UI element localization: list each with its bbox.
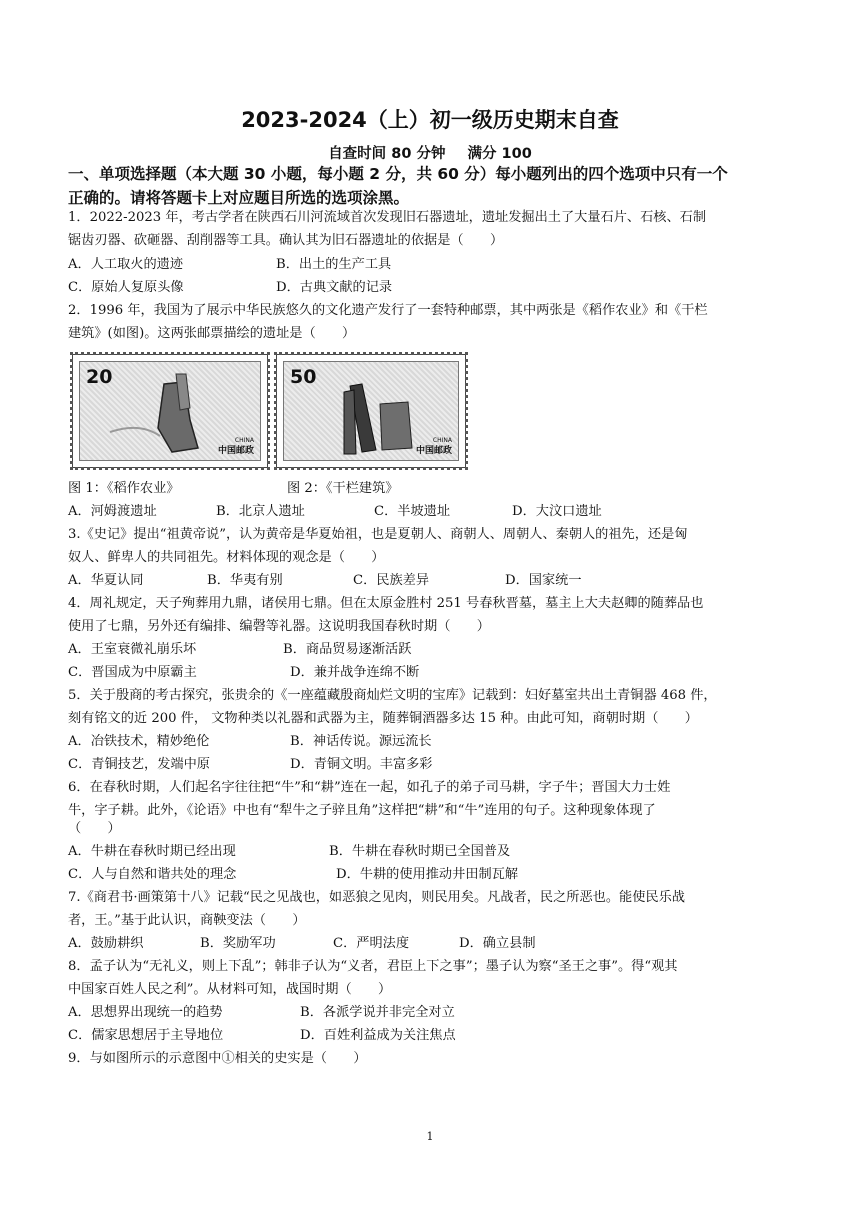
question-2-option-a: A．河姆渡遗址 (68, 504, 157, 519)
question-6-option-b: B．牛耕在春秋时期已全国普及 (329, 844, 511, 859)
question-5-option-a: A．冶铁技术，精妙绝伦 (68, 734, 210, 749)
question-6-stem: （ ） (68, 821, 121, 836)
exam-time: 自查时间 80 分钟 (328, 146, 446, 162)
exam-score: 满分 100 (467, 146, 532, 162)
question-5-option-b: B．神话传说。源远流长 (290, 734, 432, 749)
exam-title: 2023-2024（上）初一级历史期末自查 (241, 108, 619, 132)
question-2-option-d: D．大汶口遗址 (512, 504, 602, 519)
section-heading (68, 162, 796, 210)
question-8-option-b: B．各派学说并非完全对立 (300, 1005, 455, 1020)
question-7-option-d: D．确立县制 (459, 936, 536, 951)
question-3-option-d: D．国家统一 (505, 573, 582, 588)
question-3-option-c: C．民族差异 (353, 573, 430, 588)
question-8-stem: 8．孟子认为“无礼义，则上下乱”；韩非子认为“义者，君臣上下之事”；墨子认为察“圣王之事”。得“观其 (68, 959, 678, 974)
question-3-option-b: B．华夷有别 (207, 573, 283, 588)
stamp-2-value: 50 (290, 366, 317, 388)
question-3-stem: 奴人、鲜卑人的共同祖先。材料体现的观念是（ ） (68, 550, 385, 565)
question-1-option-b: B．出土的生产工具 (276, 257, 392, 272)
question-8-stem: 中国家百姓人民之利”。从材料可知，战国时期（ ） (68, 982, 392, 997)
question-8-option-a: A．思想界出现统一的趋势 (68, 1005, 223, 1020)
question-4-option-a: A．王室衰微礼崩乐坏 (68, 642, 197, 657)
question-7-stem: 7.《商君书·画策第十八》记载“民之见战也，如恶狼之见肉，则民用矣。凡战者，民之所恶也。能使民乐战 (68, 890, 685, 905)
question-6-stem: 6．在春秋时期，人们起名字往往把“牛”和“耕”连在一起，如孔子的弟子司马耕，字子牛；晋国大力士姓 (68, 780, 671, 795)
question-1-stem: 锯齿刃器、砍砸器、刮削器等工具。确认其为旧石器遗址的依据是（ ） (68, 233, 504, 248)
question-1-option-d: D．古典文献的记录 (276, 280, 393, 295)
question-7-option-c: C．严明法度 (333, 936, 410, 951)
question-1-option-a: A．人工取火的遗迹 (68, 257, 184, 272)
question-4-stem: 4．周礼规定，天子殉葬用九鼎，诸侯用七鼎。但在太原金胜村 251 号春秋晋墓，墓主上大夫赵卿的随葬品也 (68, 596, 704, 611)
exam-subtitle (0, 142, 860, 163)
stamp-1-country: CHINA (234, 437, 254, 444)
stamp-1-post: 中国邮政 (217, 446, 254, 456)
question-5-stem: 刻有铭文的近 200 件， 文物种类以礼器和武器为主，随葬铜酒器多达 15 种。由此可知，商朝时期（ ） (68, 711, 698, 726)
stamp-stilt-house-image (276, 354, 466, 468)
question-7-stem: 者，王。”基于此认识，商鞅变法（ ） (68, 913, 306, 928)
figure-1-caption: 图 1：《稻作农业》 (68, 481, 180, 496)
stamp-2-country: CHINA (432, 437, 452, 444)
question-7-option-b: B．奖励军功 (200, 936, 276, 951)
question-8-option-c: C．儒家思想居于主导地位 (68, 1028, 224, 1043)
section-heading-line: 正确的。请将答题卡上对应题目所选的选项涂黑。 (68, 189, 410, 207)
question-7-option-a: A．鼓励耕织 (68, 936, 144, 951)
question-5-option-d: D．青铜文明。丰富多彩 (290, 757, 433, 772)
question-1-stem: 1．2022-2023 年，考古学者在陕西石川河流域首次发现旧石器遗址，遗址发掘出土了大量石片、石核、石制 (68, 210, 707, 225)
question-6-option-c: C．人与自然和谐共处的理念 (68, 867, 237, 882)
figure-2-caption: 图 2：《干栏建筑》 (287, 481, 399, 496)
question-9-stem: 9．与如图所示的示意图中①相关的史实是（ ） (68, 1051, 367, 1066)
question-2-option-c: C．半坡遗址 (374, 504, 451, 519)
question-6-stem: 牛，字子耕。此外，《论语》中也有“犁牛之子骍且角”这样把“耕”和“牛”连用的句子。这种现象体现了 (68, 803, 656, 818)
stamp-rice-farming-image (72, 354, 268, 468)
question-4-option-b: B．商品贸易逐渐活跃 (283, 642, 412, 657)
question-1-option-c: C．原始人复原头像 (68, 280, 184, 295)
question-2-stem: 2．1996 年，我国为了展示中华民族悠久的文化遗产发行了一套特种邮票，其中两张是《稻作农业》和《干栏 (68, 303, 708, 318)
question-4-stem: 使用了七鼎，另外还有编排、编磬等礼器。这说明我国春秋时期（ ） (68, 619, 490, 634)
question-4-option-d: D．兼并战争连绵不断 (290, 665, 420, 680)
question-6-option-a: A．牛耕在春秋时期已经出现 (68, 844, 236, 859)
stamp-2-post: 中国邮政 (415, 446, 452, 456)
question-2-option-b: B．北京人遗址 (216, 504, 305, 519)
page-number: 1 (426, 1130, 434, 1143)
question-4-option-c: C．晋国成为中原霸主 (68, 665, 197, 680)
question-3-option-a: A．华夏认同 (68, 573, 144, 588)
question-2-stem: 建筑》(如图)。这两张邮票描绘的遗址是（ ） (68, 326, 356, 341)
question-8-option-d: D．百姓利益成为关注焦点 (300, 1028, 456, 1043)
stamp-1-value: 20 (86, 366, 113, 388)
question-5-stem: 5．关于殷商的考古探究，张贵余的《一座蕴藏殷商灿烂文明的宝库》记载到：妇好墓室共出土青铜器 468 件， (68, 688, 717, 703)
question-3-stem: 3.《史记》提出“祖黄帝说”，认为黄帝是华夏始祖，也是夏朝人、商朝人、周朝人、秦朝人的祖先，还是匈 (68, 527, 688, 542)
question-6-option-d: D．牛耕的使用推动井田制瓦解 (336, 867, 519, 882)
section-heading-line: 一、单项选择题（本大题 30 小题，每小题 2 分，共 60 分）每小题列出的四个选项中只有一个 (68, 165, 728, 183)
question-5-option-c: C．青铜技艺，发端中原 (68, 757, 210, 772)
